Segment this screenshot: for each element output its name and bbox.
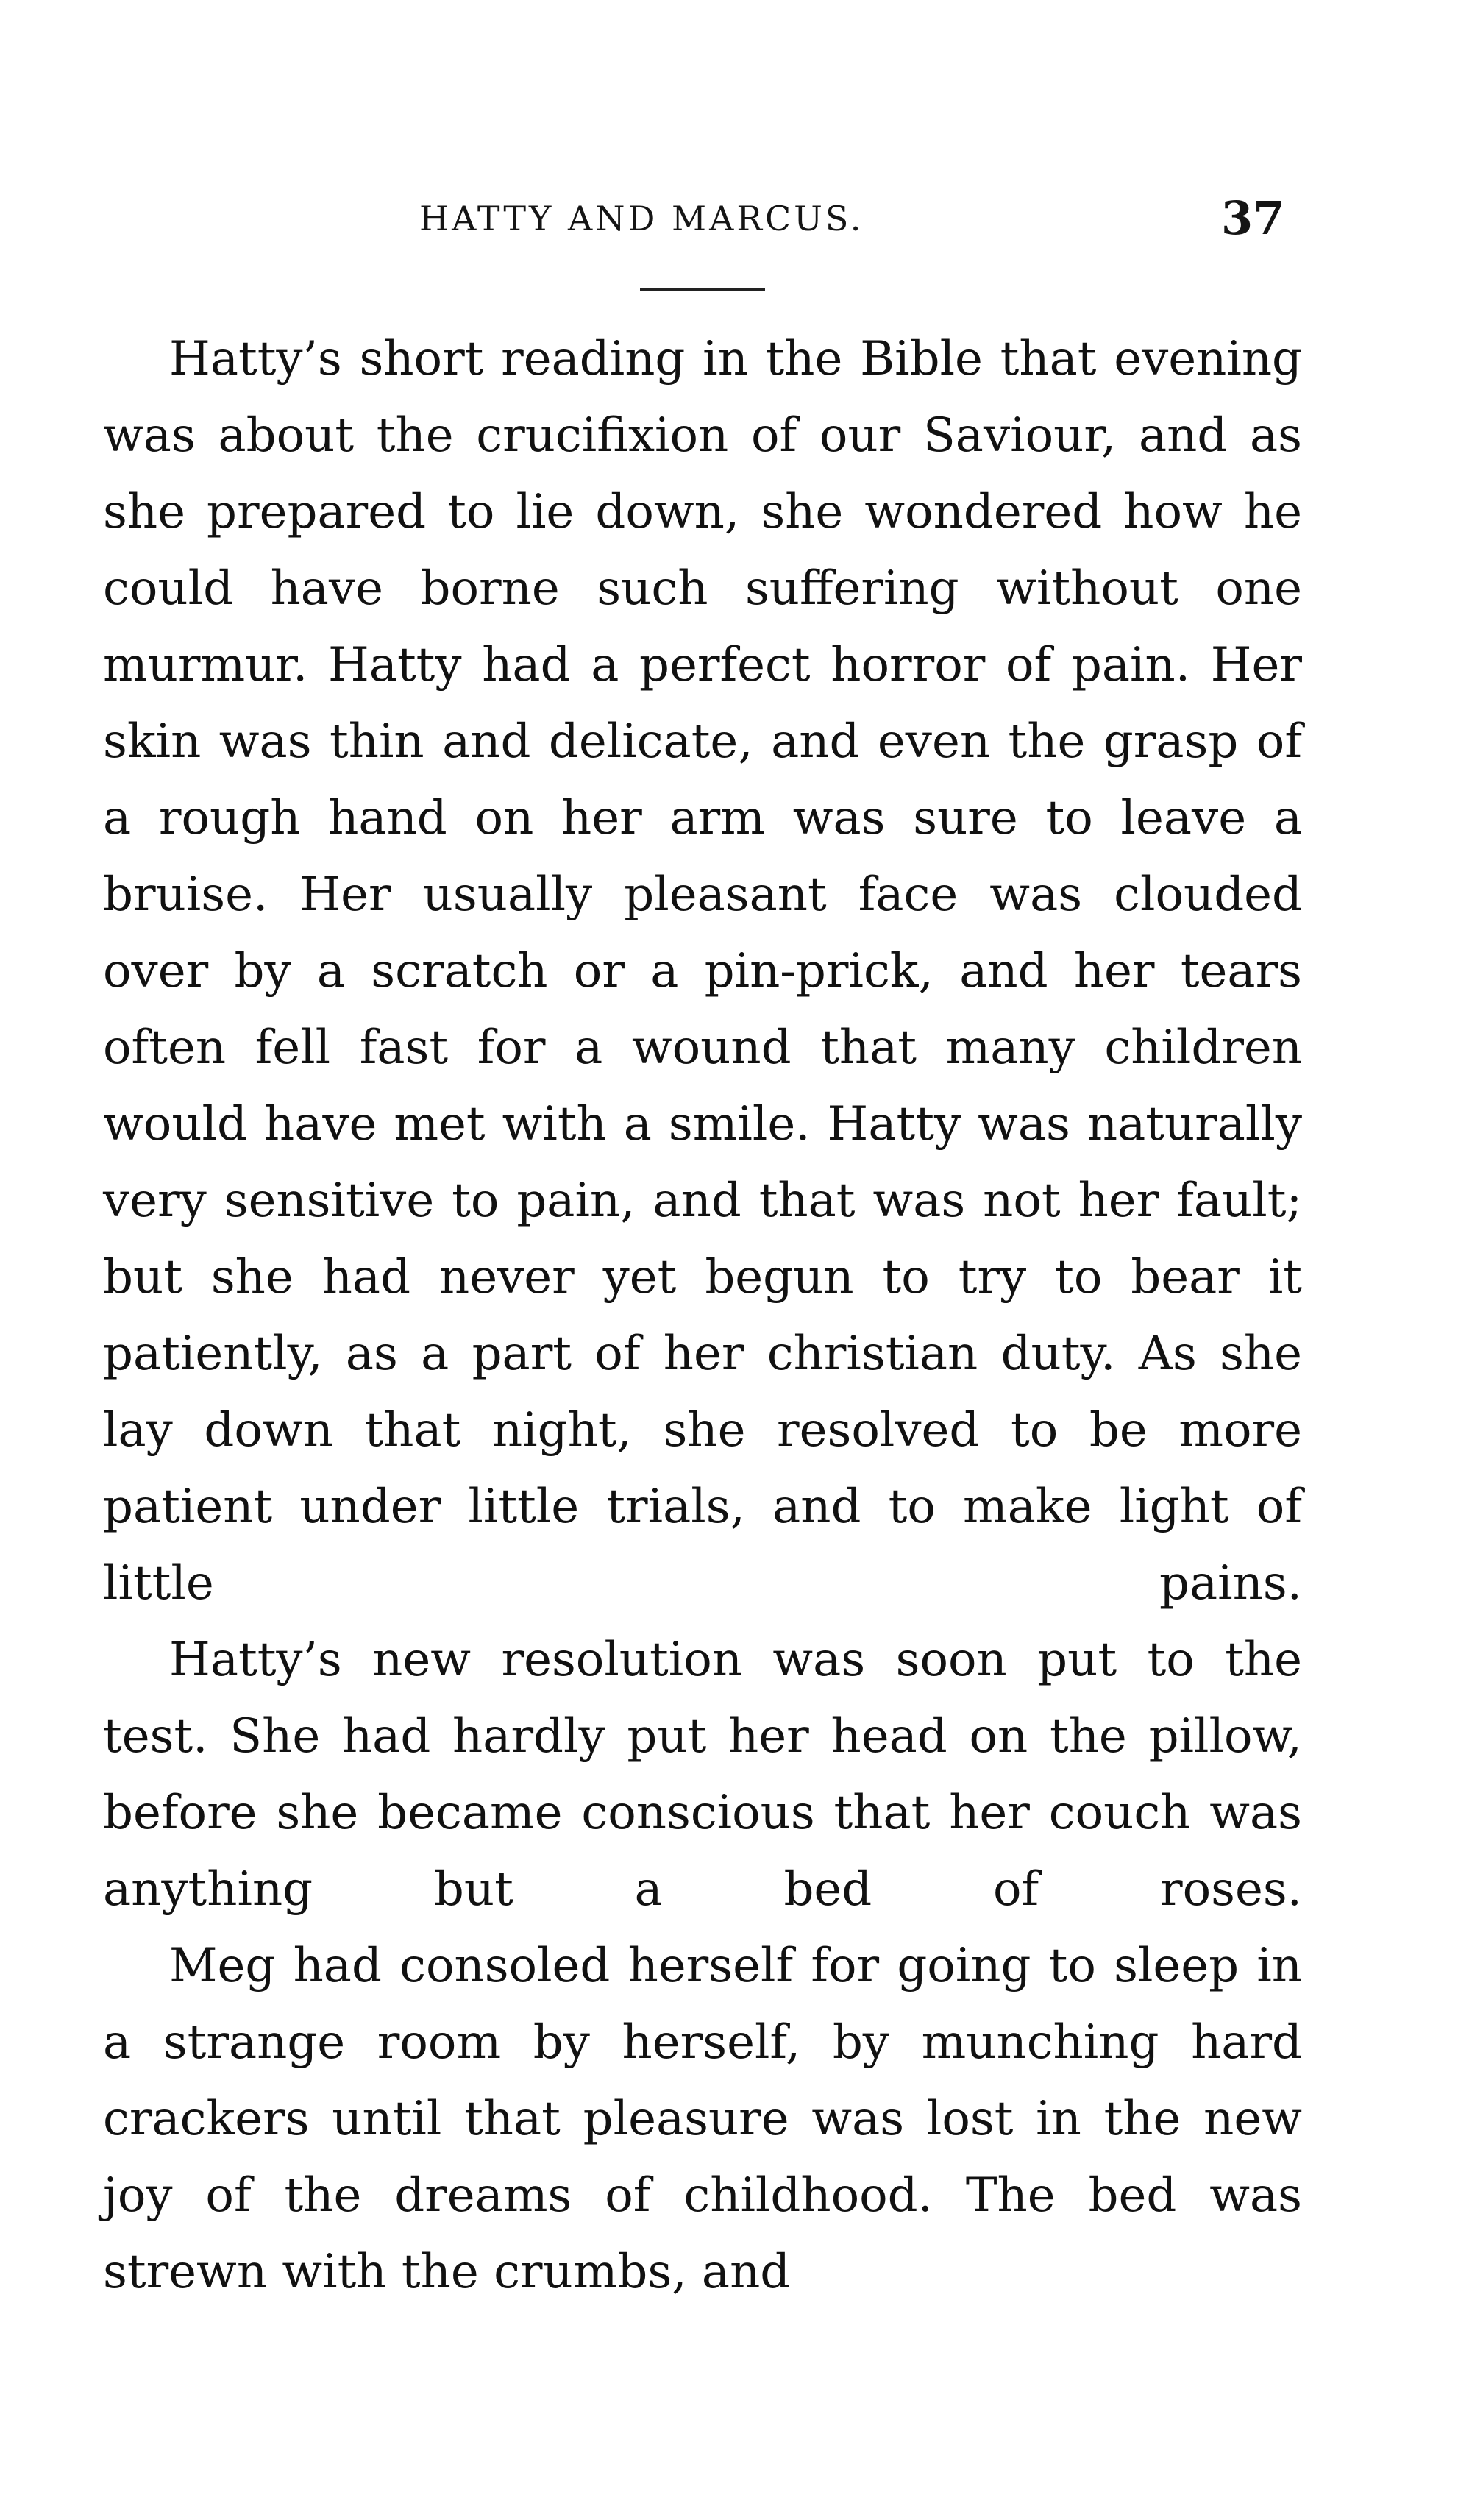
paragraph-2-text: Hatty’s new resolution was soon put to the test. She had hardly put her head on the pillow, before she became conscious that her couch was anything but a bed of roses. [103,1633,1302,1917]
paragraph-1 [103,321,1302,1622]
paragraph-3 [103,1928,1302,2310]
header-rule [640,288,765,291]
paragraph-2 [103,1622,1302,1928]
page-number: 37 [1221,191,1285,245]
paragraph-1-text: Hatty’s short reading in the Bible that evening was about the crucifixion of our Saviour, and as she prepared to lie down, she wondered how he could have borne such suffering without one murmur. Hatty had a perfect horror of pain. Her skin was thin and delicate, and even the grasp of a rough hand on her arm was sure to leave a bruise. Her usually pleasant face was clouded over by a scratch or a pin-prick, and her tears often fell fast for a wound that many children would have met with a smile. Hatty was naturally very sensitive to pain, and that was not her fault; but she had never yet begun to try to bear it patiently, as a part of her christian duty. As she lay down that night, she resolved to be more patient under little trials, and to make light of little pains. [103,332,1302,1611]
paragraph-3-text: Meg had consoled herself for going to sleep in a strange room by herself, by munching hard crackers until that pleasure was lost in the new joy of the dreams of childhood. The bed was strewn with the crumbs, and [103,1939,1302,2299]
running-head-title: HATTY AND MARCUS. [419,199,864,238]
body-text [103,321,1302,2310]
